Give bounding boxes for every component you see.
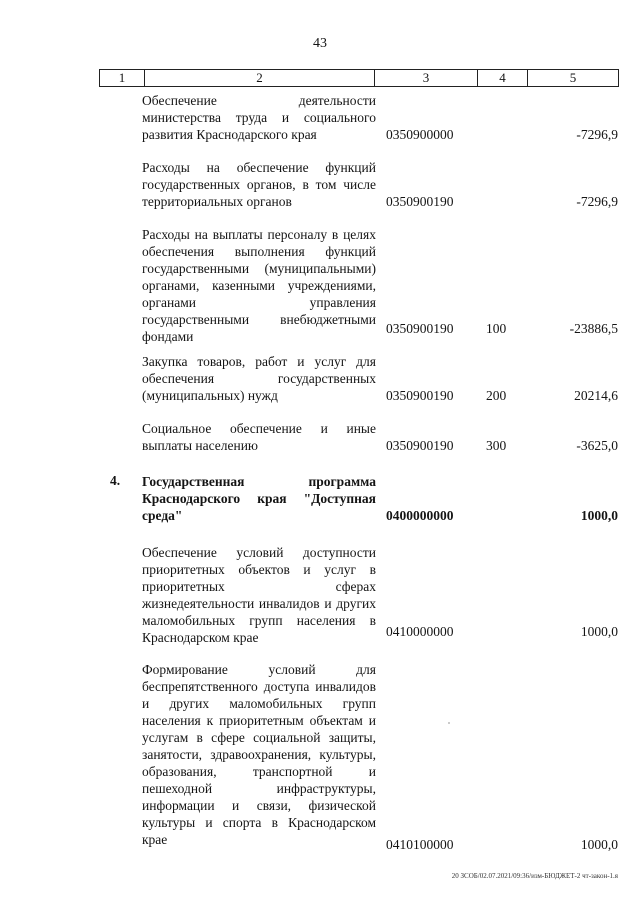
scan-speck	[448, 722, 450, 724]
row-name: Обеспечение деятельности министерства труда и социального развития Краснодарского края	[142, 93, 376, 142]
row-code: 0350900190	[386, 438, 454, 453]
row-code: 0350900000	[386, 127, 454, 142]
row-name: Закупка товаров, работ и услуг для обеспечения государственных (муниципальных) нужд	[142, 354, 376, 403]
column-header-3: 3	[375, 70, 478, 86]
row-kvr: 200	[486, 388, 507, 403]
column-header-4: 4	[478, 70, 528, 86]
row-name: Социальное обеспечение и иные выплаты населению	[142, 421, 376, 453]
row-kvr: 100	[486, 321, 507, 336]
column-header-2: 2	[145, 70, 375, 86]
row-name: Расходы на выплаты персоналу в целях обеспечения выполнения функций государственными (муниципальными) органами, казенными учреждениями, органами управления государственными внебюджетными фондами	[142, 227, 376, 344]
row-code: 0350900190	[386, 388, 454, 403]
document-footer: 20 ЗСОБ/02.07.2021/09:36/изм-БЮДЖЕТ-2 чт-закон-1.я	[451, 872, 618, 880]
column-header-1: 1	[100, 70, 145, 86]
row-sum: -3625,0	[576, 438, 618, 453]
row-name: Формирование условий для беспрепятственного доступа инвалидов и других маломобильных групп населения к приоритетным объектам и услугам в сфере социальной защиты, занятости, здравоохранения, культуры, образования, транспортной и пешеходной инфраструктуры, информации и связи, физической культуры и спорта в Краснодарском крае	[142, 662, 376, 847]
row-name: Обеспечение условий доступности приоритетных объектов и услуг в приоритетных сферах жизнедеятельности инвалидов и других маломобильных групп населения в Краснодарском крае	[142, 545, 376, 645]
row-code: 0410100000	[386, 837, 454, 852]
page-number: 43	[313, 36, 327, 51]
row-name: Государственная программа Краснодарского края "Доступная среда"	[142, 474, 376, 523]
row-code: 0350900190	[386, 321, 454, 336]
row-kvr: 300	[486, 438, 507, 453]
row-sum: 1000,0	[580, 837, 618, 852]
row-sum: 20214,6	[574, 388, 618, 403]
row-name: Расходы на обеспечение функций государственных органов, в том числе территориальных органов	[142, 160, 376, 209]
row-sum: -7296,9	[576, 194, 618, 209]
table-header	[99, 69, 619, 87]
row-number: 4.	[110, 473, 121, 488]
row-sum: -23886,5	[569, 321, 618, 336]
column-header-5: 5	[569, 70, 577, 85]
row-code: 0400000000	[386, 508, 454, 523]
row-code: 0350900190	[386, 194, 454, 209]
row-sum: 1000,0	[580, 508, 618, 523]
row-code: 0410000000	[386, 624, 454, 639]
row-sum: -7296,9	[576, 127, 618, 142]
row-sum: 1000,0	[580, 624, 618, 639]
